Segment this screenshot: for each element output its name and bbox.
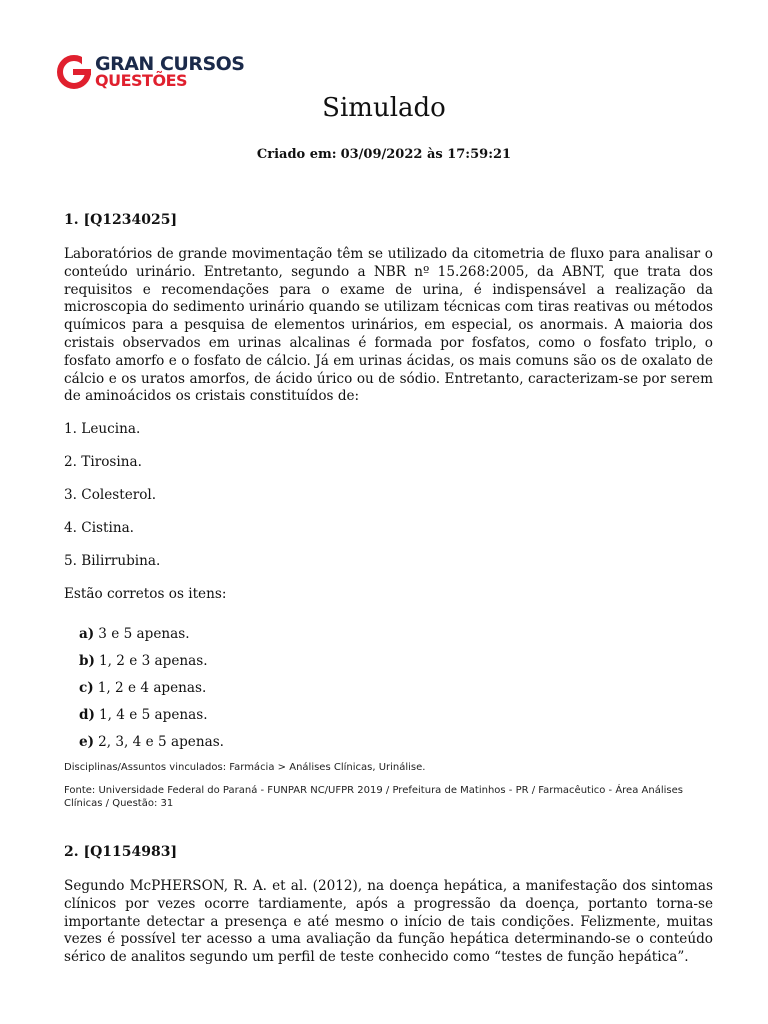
- brand-logo: [56, 52, 244, 92]
- option-b[interactable]: [79, 653, 713, 680]
- created-value: 03/09/2022 às 17:59:21: [340, 147, 512, 162]
- option-text: 1, 2 e 4 apenas.: [97, 680, 207, 697]
- disciplines-line: [64, 761, 713, 774]
- question-text: Laboratórios de grande movimentação têm se utilizado da citometria de fluxo para analisar o conteúdo urinário. Entretanto, segundo a NBR nº 15.268:2005, da ABNT, que trata dos requisitos e recomendações para o exame de urina, é indispensável a realização da microscopia do sedimento urinário quando se utilizam técnicas com tiras reativas ou métodos químicos para a pesquisa de elementos urinários, em especial, os anormais. A maioria dos cristais observados em urinas alcalinas é formada por fosfatos, como o fosfato triplo, o fosfato amorfo e o fosfato de cálcio. Já em urinas ácidas, os mais comuns são os de oxalato de cálcio e os uratos amorfos, de ácido úrico ou de sódio. Entretanto, caracterizam-se por serem de aminoácidos os cristais constituídos de:: [64, 246, 713, 405]
- brand-subname: QUESTÕES: [95, 71, 188, 90]
- option-e[interactable]: [79, 734, 713, 761]
- list-item: 5. Bilirrubina.: [64, 553, 161, 570]
- option-text: 1, 4 e 5 apenas.: [98, 707, 208, 724]
- discipline-name: Farmácia: [229, 762, 275, 774]
- list-item: 1. Leucina.: [64, 421, 141, 438]
- created-date: [0, 147, 768, 162]
- question-text: Segundo McPHERSON, R. A. et al. (2012), na doença hepática, a manifestação dos sintomas clínicos por vezes ocorre tardiamente, após a progressão da doença, portanto torna-se importante detectar a presença e até mesmo o início de tais condições. Felizmente, muitas vezes é possível ter acesso a uma avaliação da função hepática determinando-se o conteúdo sérico de analitos segundo um perfil de teste conhecido como “testes de função hepática”.: [64, 878, 713, 966]
- option-text: 3 e 5 apenas.: [98, 626, 190, 643]
- discipline-separator: >: [277, 762, 287, 774]
- option-letter: d): [79, 707, 95, 724]
- item-list: [64, 421, 713, 570]
- disciplines-label: Disciplinas/Assuntos vinculados:: [64, 762, 227, 774]
- answer-options: [79, 626, 713, 761]
- brand-name: GRAN CURSOS: [95, 53, 245, 75]
- option-text: 2, 3, 4 e 5 apenas.: [98, 734, 224, 751]
- option-letter: a): [79, 626, 95, 643]
- option-letter: b): [79, 653, 95, 670]
- g-logo-icon: [56, 52, 92, 92]
- option-letter: c): [79, 680, 94, 697]
- list-item: 2. Tirosina.: [64, 454, 142, 471]
- option-letter: e): [79, 734, 95, 751]
- question-1: [64, 212, 713, 810]
- question-heading: 2. [Q1154983]: [64, 844, 178, 860]
- option-c[interactable]: [79, 680, 713, 707]
- option-a[interactable]: [79, 626, 713, 653]
- discipline-topics: Análises Clínicas, Urinálise.: [289, 762, 426, 774]
- list-item: 3. Colesterol.: [64, 487, 157, 504]
- question-heading: 1. [Q1234025]: [64, 212, 178, 228]
- option-d[interactable]: [79, 707, 713, 734]
- option-text: 1, 2 e 3 apenas.: [98, 653, 208, 670]
- question-2: [64, 844, 713, 967]
- question-prompt: Estão corretos os itens:: [64, 586, 227, 603]
- list-item: 4. Cistina.: [64, 520, 135, 537]
- created-label: Criado em:: [256, 147, 337, 162]
- question-source: Fonte: Universidade Federal do Paraná - FUNPAR NC/UFPR 2019 / Prefeitura de Matinhos - PR / Farmacêutico - Área Análises Clínicas / Questão: 31: [64, 785, 683, 810]
- page-title: Simulado: [322, 93, 446, 123]
